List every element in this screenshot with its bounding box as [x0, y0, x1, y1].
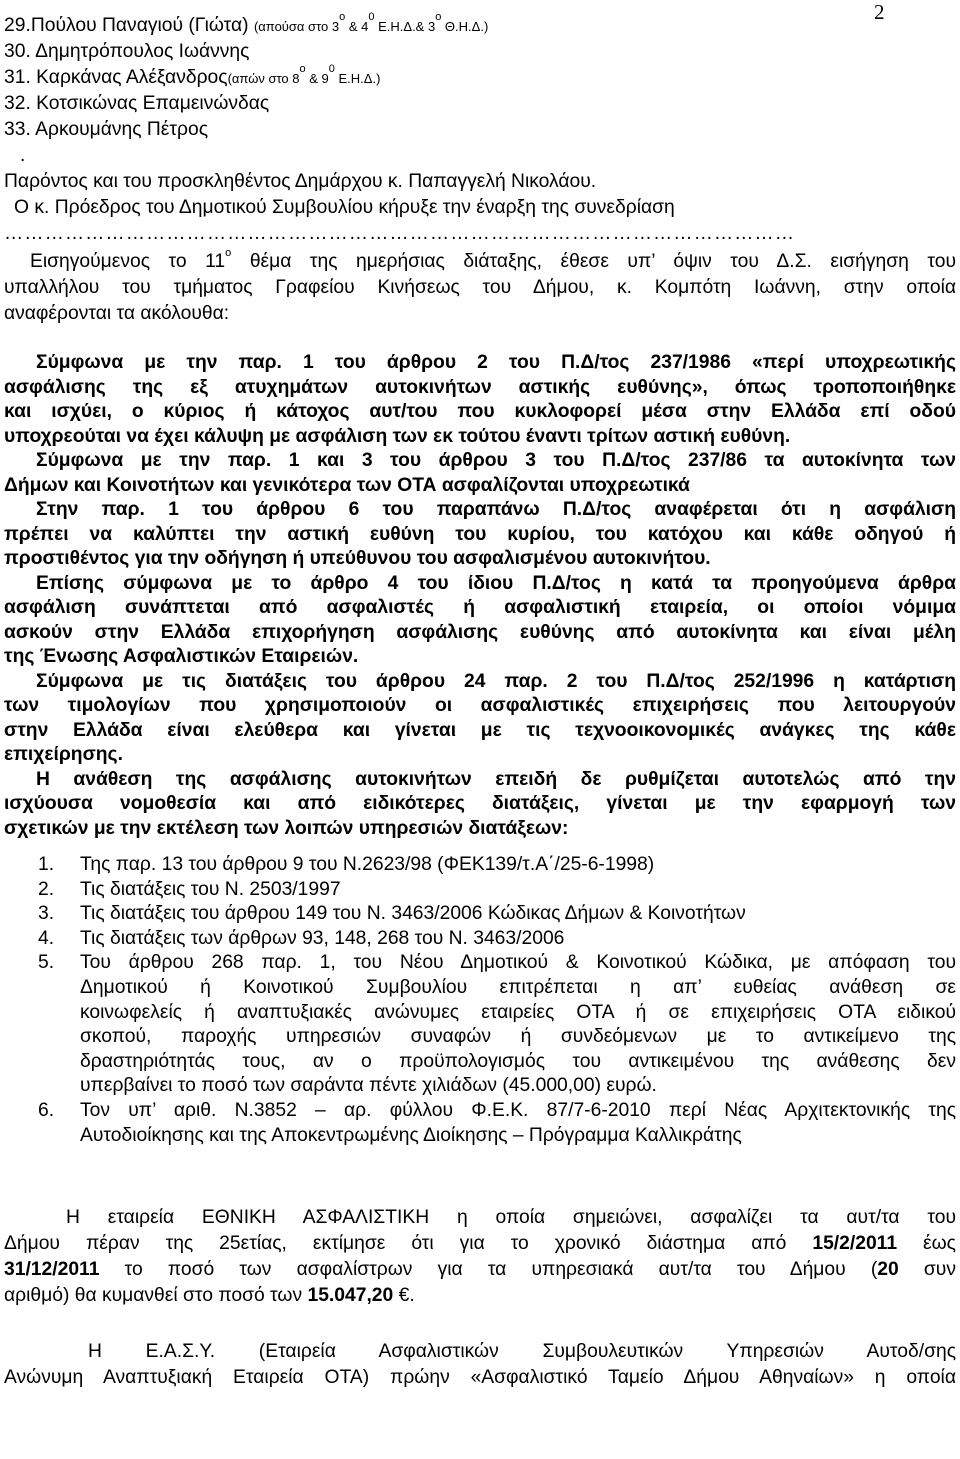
company-line-4: αριθμό) θα κυμανθεί στο ποσό των 15.047,20 €. — [4, 1285, 415, 1306]
provision-text-line: σκοπού, παροχής υπηρεσιών συναφών ή συνδεόμενων με το αντικείμενο της — [80, 1026, 956, 1048]
legal-basis-line: της Ένωσης Ασφαλιστικών Εταιρειών. — [4, 646, 359, 667]
provision-text-line: Τις διατάξεις του Ν. 2503/1997 — [80, 878, 341, 900]
legal-basis-line: ασφάλισης της εξ ατυχημάτων αυτοκινήτων αστικής ευθύνης», όπως τροποποιήθηκε — [4, 376, 956, 398]
legal-basis-line: Η ανάθεση της ασφάλισης αυτοκινήτων επειδή δε ρυθμίζεται αυτοτελώς από την — [36, 768, 956, 790]
provision-number: 4. — [38, 927, 55, 949]
provision-number: 3. — [38, 903, 55, 925]
provision-text-line: Δημοτικού ή Κοινοτικού Συμβουλίου επιτρέπεται η απ’ ευθείας ανάθεση σε — [80, 977, 956, 998]
provision-text-line: Της παρ. 13 του άρθρου 9 του Ν.2623/98 (ΦΕΚ139/τ.Α΄/25-6-1998) — [80, 854, 655, 875]
provision-text-line: Αυτοδιοίκησης και της Αποκεντρωμένης Διοίκησης – Πρόγραμμα Καλλικράτης — [80, 1124, 742, 1146]
provision-text-line: υπερβαίνει το ποσό των σαράντα πέντε χιλιάδων (45.000,00) ευρώ. — [80, 1075, 657, 1097]
member-number: 30. — [4, 41, 31, 62]
member-line-31 — [4, 63, 956, 91]
member-line-29 — [4, 11, 956, 39]
member-number: 31. — [4, 67, 31, 88]
member-name: Αρκουμάνης Πέτρος — [35, 119, 209, 140]
legal-basis-line: Σύμφωνα με την παρ. 1 του άρθρου 2 του Π.Δ/τος 237/1986 «περί υποχρεωτικής — [36, 352, 956, 373]
legal-basis-line: Σύμφωνα με την παρ. 1 και 3 του άρθρου 3 του Π.Δ/τος 237/86 τα αυτοκίνητα των — [36, 450, 956, 471]
intro-line-1: Εισηγούμενος το $11^o$ θέμα της ημερήσιας διάταξης, έθεσε υπ’ όψιν του Δ.Σ. εισήγηση του — [30, 247, 956, 272]
provision-number: 2. — [38, 878, 55, 900]
member-line-30 — [4, 40, 956, 64]
intro-line-3: αναφέρονται τα ακόλουθα: — [4, 303, 230, 324]
company-line-2: Δήμου πέραν της 25ετίας, εκτίμησε ότι για το χρονικό διάστημα από 15/2/2011 έως — [4, 1233, 956, 1254]
member-note: (απούσα στο $3^o$ & $4^0$ Ε.Η.Δ.& $3^o$ Θ.Η.Δ.) — [253, 11, 489, 34]
provision-text-line: δραστηριότητάς τους, αν ο προϋπολογισμός του αντικειμένου της ανάθεσης δεν — [80, 1050, 956, 1072]
provision-text-line: Τις διατάξεις του άρθρου 149 του Ν. 3463/2006 Κώδικας Δήμων & Κοινοτήτων — [80, 903, 746, 925]
legal-basis-line: πρέπει να καλύπτει την αστική ευθύνη του κυρίου, του κατόχου και κάθε οδηγού ή — [4, 523, 956, 545]
legal-basis-line: Σύμφωνα με τις διατάξεις του άρθρου 24 παρ. 2 του Π.Δ/τος 252/1996 η κατάρτιση — [36, 670, 956, 692]
legal-basis-line: στην Ελλάδα είναι ελεύθερα και γίνεται με τις τεχνοοικονομικές ανάγκες της κάθε — [4, 719, 956, 741]
easy-line-2: Ανώνυμη Αναπτυξιακή Εταιρεία ΟΤΑ) πρώην «Ασφαλιστικό Ταμείο Δήμου Αθηναίων» η οποία — [4, 1367, 956, 1388]
legal-basis-line: και ισχύει, ο κύριος ή κάτοχος αυτ/του που κυκλοφορεί μέσα στην Ελλάδα επί οδού — [4, 401, 956, 422]
member-number: 33. — [4, 119, 31, 140]
legal-basis-line: Στην παρ. 1 του άρθρου 6 του παραπάνω Π.Δ/τος αναφέρεται ότι η ασφάλιση — [36, 499, 956, 520]
president-line: Ο κ. Πρόεδρος του Δημοτικού Συμβουλίου κήρυξε την έναρξη της συνεδρίαση — [14, 197, 675, 218]
member-name: Πούλου Παναγιού (Γιώτα) — [30, 15, 254, 36]
legal-basis-line: Επίσης σύμφωνα με το άρθρο 4 του ίδιου Π.Δ/τος η κατά τα προηγούμενα άρθρα — [36, 572, 956, 594]
page-number: 2 — [874, 0, 885, 24]
ellipsis-line: ……………………………………………………………………………………………………… — [4, 223, 795, 244]
legal-basis-line: ασφάλιση συνάπτεται από ασφαλιστές ή ασφαλιστική εταιρεία, οι οποίοι νόμιμα — [4, 597, 956, 618]
easy-line-1: Η Ε.Α.Σ.Υ. (Εταιρεία Ασφαλιστικών Συμβουλευτικών Υπηρεσιών Αυτοδ/σης — [88, 1341, 956, 1362]
member-number: 29. — [4, 15, 31, 36]
legal-basis-line: των τιμολογίων που χρησιμοποιούν οι ασφαλιστικές επιχειρήσεις που λειτουργούν — [4, 695, 956, 716]
member-name: Καρκάνας Αλέξανδρος — [36, 67, 228, 88]
intro-line-2: υπαλλήλου του τμήματος Γραφείου Κινήσεως του Δήμου, κ. Κομπότη Ιωάννη, στην οποία — [4, 277, 956, 298]
provision-text-line: κοινωφελείς ή αναπτυξιακές ανώνυμες εταιρείες ΟΤΑ ή σε επιχειρήσεις ΟΤΑ ειδικού — [80, 1001, 956, 1023]
member-number: 32. — [4, 93, 31, 114]
member-note: (απών στο $8^o$ & $9^0$ Ε.Η.Δ.) — [227, 63, 381, 86]
provision-text-line: Τον υπ’ αριθ. Ν.3852 – αρ. φύλλου Φ.Ε.Κ. 87/7-6-2010 περί Νέας Αρχιτεκτονικής της — [80, 1100, 956, 1121]
member-name: Κοτσικώνας Επαμεινώνδας — [36, 93, 270, 114]
provision-text-line: Του άρθρου 268 παρ. 1, του Νέου Δημοτικού & Κοινοτικού Κώδικα, με απόφαση του — [80, 952, 956, 974]
present-line: Παρόντος και του προσκληθέντος Δημάρχου κ. Παπαγγελή Νικολάου. — [4, 171, 597, 192]
provision-number: 6. — [38, 1100, 55, 1121]
provision-text-line: Τις διατάξεις των άρθρων 93, 148, 268 του Ν. 3463/2006 — [80, 927, 565, 949]
legal-basis-line: σχετικών με την εκτέλεση των λοιπών υπηρεσιών διατάξεων: — [4, 817, 569, 839]
legal-basis-line: επιχείρησης. — [4, 744, 123, 765]
legal-basis-line: προστιθέντος για την οδήγηση ή υπεύθυνου του ασφαλισμένου αυτοκινήτου. — [4, 548, 711, 569]
dot-line: . — [20, 145, 26, 166]
provision-number: 5. — [38, 952, 55, 974]
member-name: Δημητρόπουλος Ιωάννης — [35, 41, 250, 62]
member-line-33 — [4, 118, 956, 142]
legal-basis-line: ασκούν στην Ελλάδα επιχορήγηση ασφάλισης ευθύνης από αυτοκίνητα και είναι μέλη — [4, 621, 956, 643]
provision-number: 1. — [38, 854, 55, 875]
legal-basis-line: Δήμων και Κοινοτήτων και γενικότερα των ΟΤΑ ασφαλίζονται υποχρεωτικά — [4, 474, 690, 496]
company-line-3: 31/12/2011 το ποσό των ασφαλίστρων για τα υπηρεσιακά αυτ/τα του Δήμου (20 συν — [4, 1259, 956, 1280]
company-line-1: Η εταιρεία ΕΘΝΙΚΗ ΑΣΦΑΛΙΣΤΙΚΗ η οποία σημειώνει, ασφαλίζει τα αυτ/τα του — [66, 1207, 956, 1228]
member-line-32 — [4, 92, 956, 116]
legal-basis-line: υποχρεούται να έχει κάλυψη με ασφάλιση των εκ τούτου έναντι τρίτων αστική ευθύνη. — [4, 425, 791, 447]
legal-basis-line: ισχύουσα νομοθεσία και από ειδικότερες διατάξεις, γίνεται με την εφαρμογή των — [4, 793, 956, 814]
